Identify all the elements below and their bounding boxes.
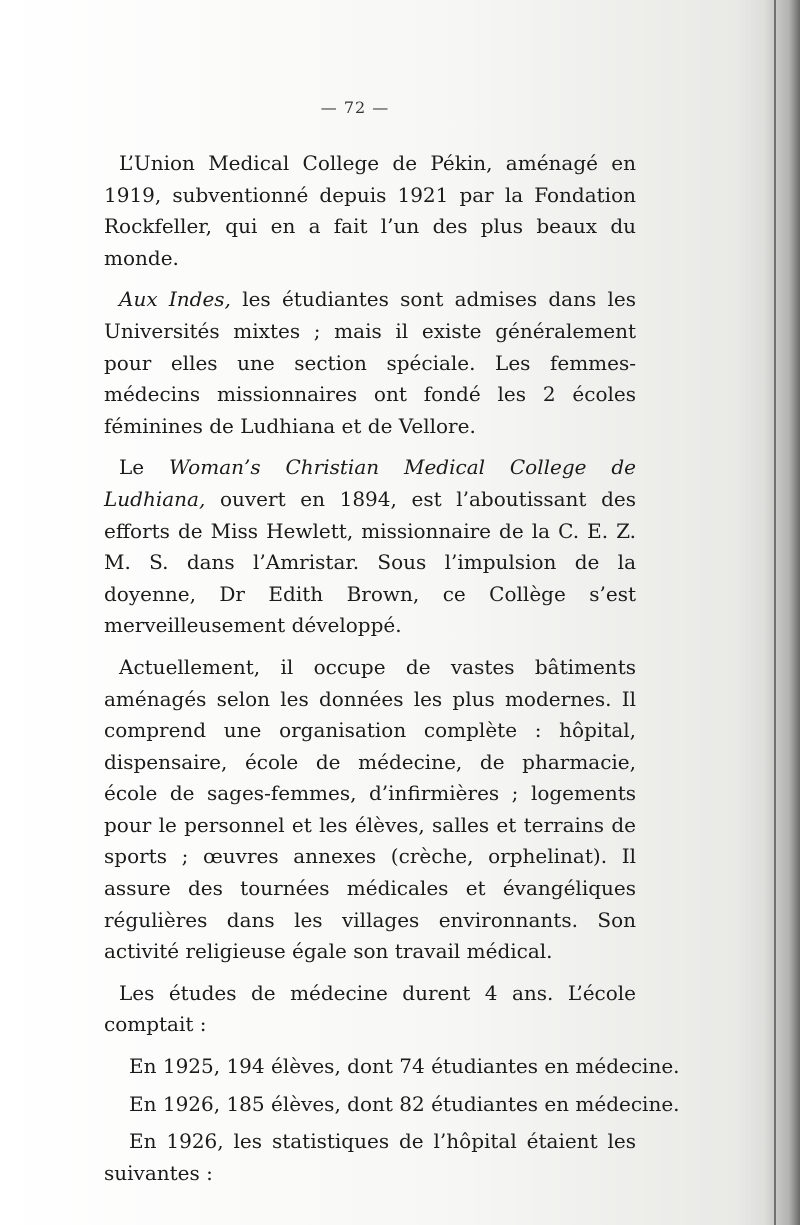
paragraph-text: les étudiantes sont admises dans les Universités mixtes ; mais il existe généralement pour elles une section spéciale. Les femmes-médecins missionnaires ont fondé les 2 écoles féminines de Ludhiana et de Vellore. <box>104 287 636 438</box>
body-text <box>104 148 680 1195</box>
paragraph-text: Actuellement, il occupe de vastes bâtiments aménagés selon les données les plus modernes. Il comprend une organisation complète : hôpital, dispensaire, école de médecine, de pharmacie, école de sages-femmes, d’infirmières ; logements pour le personnel et les élèves, salles et terrains de sports ; œuvres annexes (crèche, orphelinat). Il assure des tournées médicales et évangéliques régulières dans les villages environnants. Son activité religieuse égale son travail médical. <box>104 654 636 964</box>
paragraph-text: L’Union Medical College de Pékin, aménagé en 1919, subventionné depuis 1921 par la Fondation Rockfeller, qui en a fait l’un des plus beaux du monde. <box>104 151 636 270</box>
paragraph-union-medical-college <box>104 148 636 274</box>
paragraph-text: Les études de médecine durent 4 ans. L’école comptait : <box>104 980 636 1037</box>
page-gutter-shadow <box>764 0 800 1225</box>
paragraph-actuellement <box>104 652 636 968</box>
paragraph-ludhiana-college <box>104 452 636 642</box>
italic-lead: Woman’s Christian Medical College de Ludhiana, <box>104 455 636 511</box>
paragraph-lead: Le <box>119 455 169 480</box>
stat-line-1926-eleves: En 1926, 185 élèves, dont 82 étudiantes en médecine. <box>129 1091 680 1116</box>
stat-line-1926-hopital: En 1926, les statistiques de l’hôpital étaient les suivantes : <box>104 1129 636 1185</box>
stat-line-1925: En 1925, 194 élèves, dont 74 étudiantes en médecine. <box>129 1054 680 1079</box>
page-number: — 72 — <box>320 98 390 117</box>
paragraph-text: ouvert en 1894, est l’aboutissant des efforts de Miss Hewlett, missionnaire de la C. E. Z. M. S. dans l’Amristar. Sous l’impulsion de la doyenne, Dr Edith Brown, ce Collège s’est merveilleusement développé. <box>104 486 636 638</box>
binding-edge <box>774 0 776 1225</box>
paragraph-aux-indes <box>104 284 636 442</box>
italic-lead: Aux Indes, <box>119 287 231 312</box>
paragraph-etudes <box>104 978 636 1041</box>
